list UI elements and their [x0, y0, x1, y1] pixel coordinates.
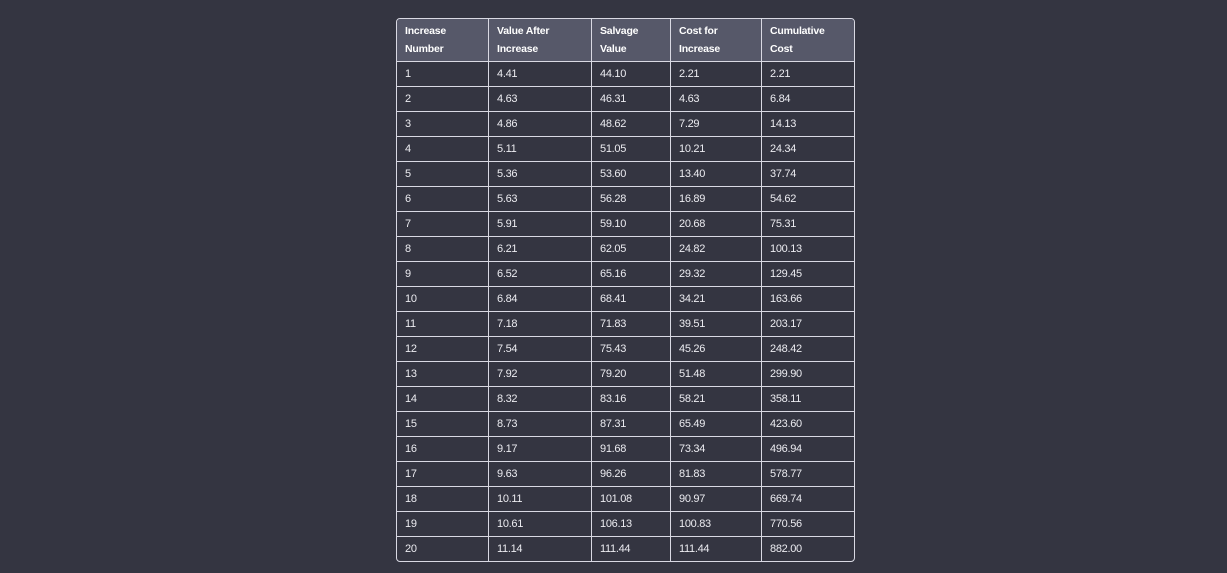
header-cumulative-cost — [762, 19, 854, 62]
salvage-value-cell: 101.08 — [592, 487, 671, 512]
cost-for-increase-cell: 100.83 — [671, 512, 762, 537]
cumulative-cost-cell: 24.34 — [762, 137, 854, 162]
cost-for-increase-cell: 90.97 — [671, 487, 762, 512]
cost-for-increase-cell: 45.26 — [671, 337, 762, 362]
table-row — [397, 162, 854, 187]
table-row — [397, 312, 854, 337]
cost-for-increase-cell: 20.68 — [671, 212, 762, 237]
increase-number-cell: 19 — [397, 512, 489, 537]
header-row — [397, 19, 854, 62]
table-row — [397, 137, 854, 162]
increase-number-cell: 18 — [397, 487, 489, 512]
header-line: Increase — [497, 43, 539, 55]
cumulative-cost-cell: 6.84 — [762, 87, 854, 112]
cumulative-cost-cell: 75.31 — [762, 212, 854, 237]
cumulative-cost-cell: 578.77 — [762, 462, 854, 487]
cost-for-increase-cell: 10.21 — [671, 137, 762, 162]
cumulative-cost-cell: 129.45 — [762, 262, 854, 287]
value-after-increase-cell: 8.32 — [489, 387, 592, 412]
cumulative-cost-cell: 669.74 — [762, 487, 854, 512]
cumulative-cost-cell: 770.56 — [762, 512, 854, 537]
value-after-increase-cell: 6.84 — [489, 287, 592, 312]
table-row — [397, 337, 854, 362]
header-salvage-value — [592, 19, 671, 62]
cumulative-cost-cell: 203.17 — [762, 312, 854, 337]
cost-for-increase-cell: 65.49 — [671, 412, 762, 437]
cost-for-increase-cell: 16.89 — [671, 187, 762, 212]
salvage-value-cell: 71.83 — [592, 312, 671, 337]
header-increase-number — [397, 19, 489, 62]
table-row — [397, 512, 854, 537]
increase-number-cell: 13 — [397, 362, 489, 387]
header-line: Value After — [497, 25, 550, 37]
table-row — [397, 237, 854, 262]
increase-number-cell: 9 — [397, 262, 489, 287]
value-after-increase-cell: 8.73 — [489, 412, 592, 437]
cost-for-increase-cell: 111.44 — [671, 537, 762, 561]
header-line: Value — [600, 43, 627, 55]
value-after-increase-cell: 5.91 — [489, 212, 592, 237]
increase-number-cell: 20 — [397, 537, 489, 561]
increase-number-cell: 4 — [397, 137, 489, 162]
salvage-value-cell: 75.43 — [592, 337, 671, 362]
cumulative-cost-cell: 37.74 — [762, 162, 854, 187]
salvage-value-cell: 87.31 — [592, 412, 671, 437]
salvage-value-cell: 83.16 — [592, 387, 671, 412]
cumulative-cost-cell: 882.00 — [770, 543, 802, 555]
value-after-increase-cell: 7.92 — [489, 362, 592, 387]
salvage-value-cell: 53.60 — [592, 162, 671, 187]
salvage-value-cell: 91.68 — [592, 437, 671, 462]
increase-number-cell: 2 — [397, 87, 489, 112]
value-after-increase-cell: 4.63 — [489, 87, 592, 112]
increase-number-cell: 5 — [397, 162, 489, 187]
salvage-value-cell: 96.26 — [592, 462, 671, 487]
table-row — [397, 537, 854, 561]
salvage-value-cell: 111.44 — [592, 537, 671, 561]
value-after-increase-cell: 5.11 — [489, 137, 592, 162]
cost-for-increase-cell: 2.21 — [671, 62, 762, 87]
increase-number-cell: 16 — [397, 437, 489, 462]
cumulative-cost-cell: 100.13 — [762, 237, 854, 262]
value-after-increase-cell: 4.86 — [489, 112, 592, 137]
cost-for-increase-cell: 7.29 — [671, 112, 762, 137]
header-line: Salvage — [600, 25, 639, 37]
value-after-increase-cell: 5.36 — [489, 162, 592, 187]
header-value-after-increase — [489, 19, 592, 62]
salvage-value-cell: 44.10 — [592, 62, 671, 87]
value-after-increase-cell: 10.61 — [489, 512, 592, 537]
increase-number-cell: 14 — [397, 387, 489, 412]
cost-for-increase-cell: 34.21 — [671, 287, 762, 312]
increase-number-cell: 3 — [397, 112, 489, 137]
header-line: Cost for — [679, 25, 718, 37]
salvage-value-cell: 51.05 — [592, 137, 671, 162]
cumulative-cost-cell: 14.13 — [762, 112, 854, 137]
value-after-increase-cell: 6.21 — [489, 237, 592, 262]
salvage-value-cell: 46.31 — [592, 87, 671, 112]
cost-for-increase-cell: 39.51 — [671, 312, 762, 337]
table-body — [397, 62, 854, 561]
table-row — [397, 487, 854, 512]
cumulative-cost-cell: 358.11 — [762, 387, 854, 412]
cumulative-cost-cell: 54.62 — [762, 187, 854, 212]
cumulative-cost-cell: 423.60 — [762, 412, 854, 437]
cost-for-increase-cell: 81.83 — [671, 462, 762, 487]
salvage-value-cell: 59.10 — [592, 212, 671, 237]
cost-for-increase-cell: 4.63 — [671, 87, 762, 112]
increase-number-cell: 11 — [397, 312, 489, 337]
table-row — [397, 87, 854, 112]
salvage-value-cell: 48.62 — [592, 112, 671, 137]
table-row — [397, 462, 854, 487]
table-header — [397, 19, 854, 62]
table-row — [397, 362, 854, 387]
value-after-increase-cell: 7.54 — [489, 337, 592, 362]
cost-for-increase-cell: 24.82 — [671, 237, 762, 262]
table-row — [397, 287, 854, 312]
header-line: Cost — [770, 43, 793, 55]
value-after-increase-cell: 11.14 — [489, 537, 592, 561]
increase-number-cell: 8 — [397, 237, 489, 262]
cost-for-increase-cell: 58.21 — [671, 387, 762, 412]
cumulative-cost-cell: 299.90 — [762, 362, 854, 387]
salvage-value-cell: 106.13 — [592, 512, 671, 537]
cumulative-cost-cell: 163.66 — [762, 287, 854, 312]
value-after-increase-cell: 6.52 — [489, 262, 592, 287]
table-row — [397, 112, 854, 137]
table-row — [397, 212, 854, 237]
header-line: Increase — [405, 25, 447, 37]
table-row — [397, 387, 854, 412]
salvage-value-cell: 62.05 — [592, 237, 671, 262]
data-table — [396, 18, 855, 562]
cost-for-increase-cell: 13.40 — [671, 162, 762, 187]
value-after-increase-cell: 4.41 — [489, 62, 592, 87]
salvage-value-cell: 68.41 — [592, 287, 671, 312]
header-line: Cumulative — [770, 25, 825, 37]
table-row — [397, 437, 854, 462]
cumulative-cost-cell: 496.94 — [762, 437, 854, 462]
header-line: Number — [405, 43, 444, 55]
table-container — [396, 18, 855, 562]
cost-for-increase-cell: 51.48 — [671, 362, 762, 387]
table-row — [397, 262, 854, 287]
increase-number-cell: 6 — [397, 187, 489, 212]
increase-number-cell: 17 — [397, 462, 489, 487]
increase-number-cell: 12 — [397, 337, 489, 362]
salvage-value-cell: 56.28 — [592, 187, 671, 212]
increase-number-cell: 15 — [397, 412, 489, 437]
header-cost-for-increase — [671, 19, 762, 62]
value-after-increase-cell: 7.18 — [489, 312, 592, 337]
salvage-value-cell: 65.16 — [592, 262, 671, 287]
table-row — [397, 62, 854, 87]
header-line: Increase — [679, 43, 721, 55]
value-after-increase-cell: 5.63 — [489, 187, 592, 212]
cost-for-increase-cell: 29.32 — [671, 262, 762, 287]
salvage-value-cell: 79.20 — [592, 362, 671, 387]
table-row — [397, 187, 854, 212]
cumulative-cost-cell: 2.21 — [762, 62, 854, 87]
increase-number-cell: 7 — [397, 212, 489, 237]
increase-number-cell: 10 — [397, 287, 489, 312]
value-after-increase-cell: 9.63 — [489, 462, 592, 487]
increase-number-cell: 1 — [397, 62, 489, 87]
cost-for-increase-cell: 73.34 — [671, 437, 762, 462]
value-after-increase-cell: 10.11 — [489, 487, 592, 512]
cumulative-cost-cell: 248.42 — [762, 337, 854, 362]
value-after-increase-cell: 9.17 — [489, 437, 592, 462]
table-row — [397, 412, 854, 437]
